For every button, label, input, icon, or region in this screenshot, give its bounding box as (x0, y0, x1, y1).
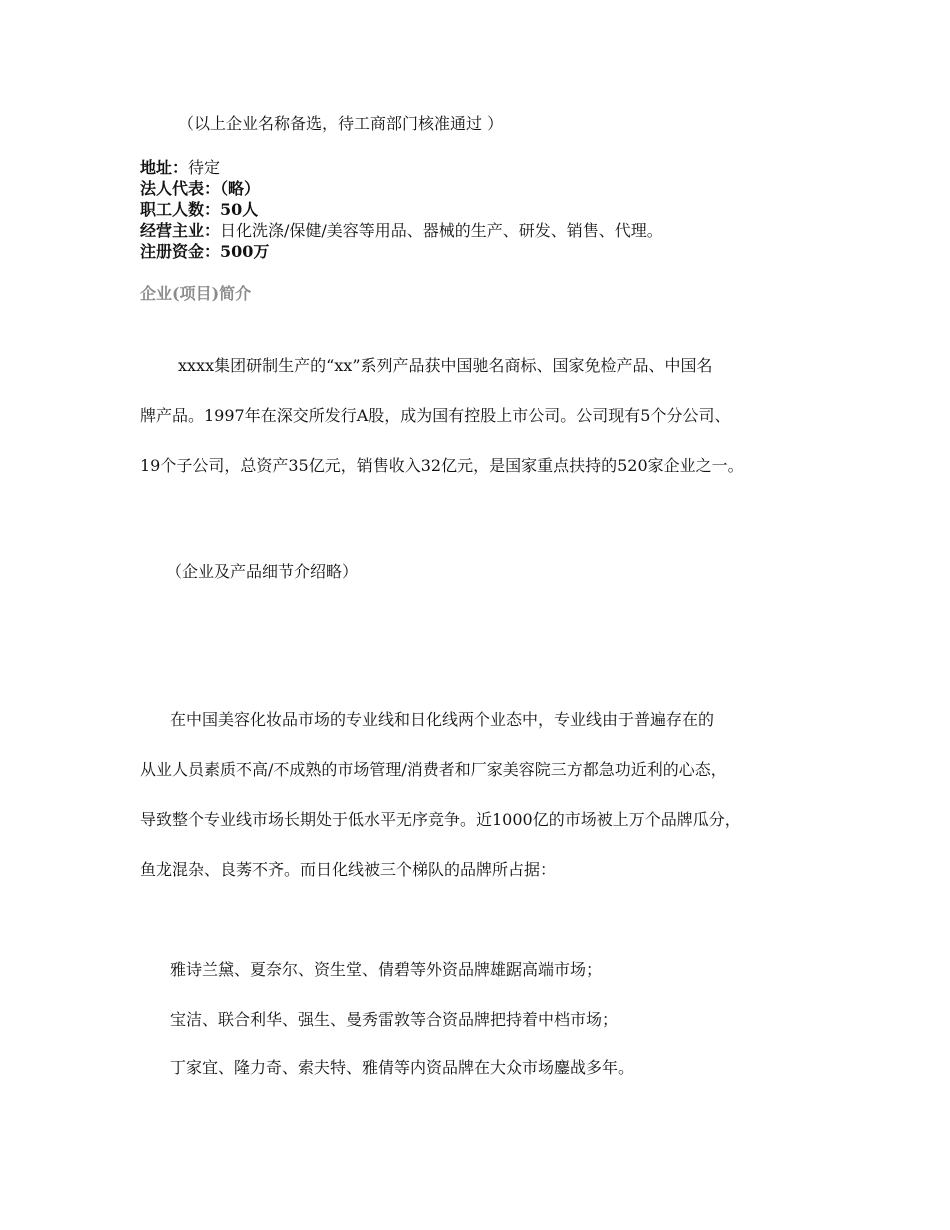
address-value: 待定 (188, 158, 221, 177)
tier-item: 雅诗兰黛、夏奈尔、资生堂、倩碧等外资品牌雄踞高端市场； (170, 960, 603, 979)
name-pending-note: （以上企业名称备选，待工商部门核准通过 ） (178, 114, 504, 133)
business-label: 经营主业： (140, 221, 221, 240)
intro-line: 19个子公司，总资产35亿元，销售收入32亿元，是国家重点扶持的520家企业之一。 (140, 456, 744, 475)
intro-line: xxxx集团研制生产的“xx”系列产品获中国驰名商标、国家免检产品、中国名 (178, 356, 713, 375)
employees-field: 职工人数：50人 (140, 200, 259, 219)
market-line: 在中国美容化妆品市场的专业线和日化线两个业态中，专业线由于普遍存在的 (170, 710, 715, 729)
market-line: 导致整个专业线市场长期处于低水平无序竞争。近1000亿的市场被上万个品牌瓜分， (140, 810, 741, 829)
intro-line: 牌产品。1997年在深交所发行A股，成为国有控股上市公司。公司现有5个分公司、 (140, 406, 731, 425)
address-label: 地址： (140, 158, 189, 177)
business-field (140, 221, 663, 241)
market-line: 从业人员素质不高/不成熟的市场管理/消费者和厂家美容院三方都急功近利的心态， (140, 760, 727, 779)
capital-field: 注册资金：500万 (140, 242, 270, 261)
market-line: 鱼龙混杂、良莠不齐。而日化线被三个梯队的品牌所占据： (140, 860, 557, 879)
legal-rep-field: 法人代表：（略） (140, 179, 261, 198)
tier-item: 丁家宜、隆力奇、索夫特、雅倩等内资品牌在大众市场鏖战多年。 (170, 1058, 635, 1077)
business-value: 日化洗涤/保健/美容等用品、器械的生产、研发、销售、代理。 (220, 221, 663, 240)
address-field (140, 158, 220, 178)
details-note: （企业及产品细节介绍略） (166, 562, 359, 581)
section-heading-intro: 企业(项目)简介 (140, 284, 252, 303)
tier-item: 宝洁、联合利华、强生、曼秀雷敦等合资品牌把持着中档市场； (170, 1010, 619, 1029)
